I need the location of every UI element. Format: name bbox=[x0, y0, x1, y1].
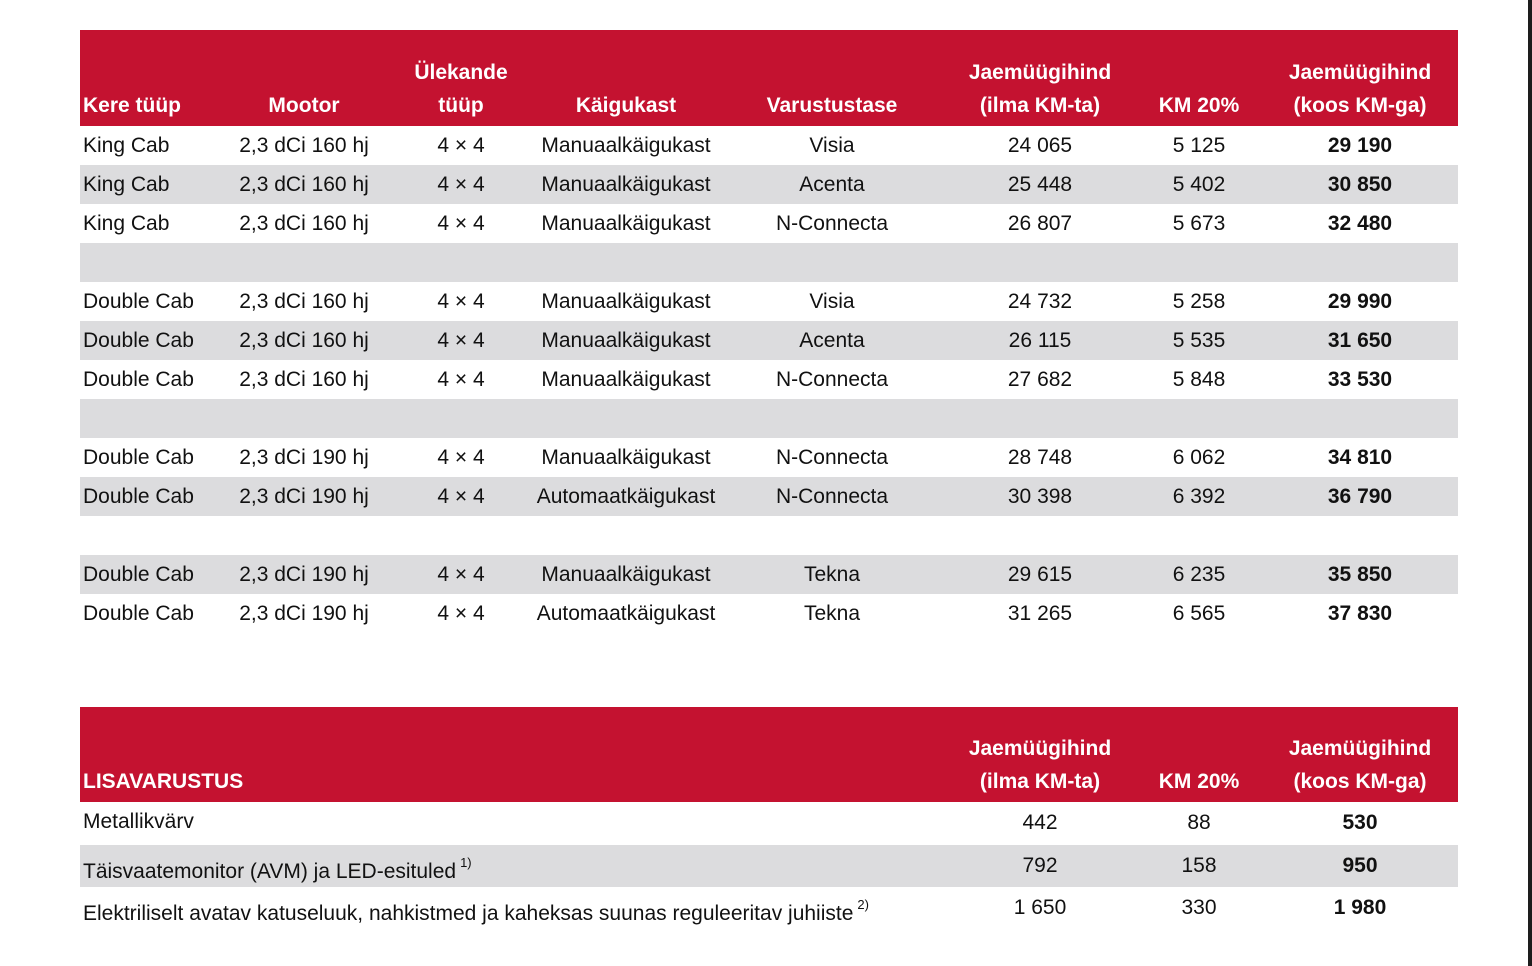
cell-price-with-vat: 36 790 bbox=[1327, 485, 1393, 508]
cell-price-without-vat: 27 682 bbox=[1007, 368, 1073, 391]
cell-ylekande: 4 × 4 bbox=[437, 563, 485, 586]
cell-ylekande: 4 × 4 bbox=[437, 173, 485, 196]
cell-price-with-vat: 33 530 bbox=[1327, 368, 1393, 391]
extras-table bbox=[80, 707, 1458, 929]
cell-varustustase: Acenta bbox=[799, 173, 865, 196]
price-table-header bbox=[80, 30, 1458, 126]
cell-price-with-vat: 30 850 bbox=[1327, 173, 1393, 196]
cell-price-without-vat: 1 650 bbox=[1013, 896, 1067, 919]
header-vat: KM 20% bbox=[1158, 770, 1240, 793]
extras-table-header bbox=[80, 707, 1458, 802]
extras-label-text: Elektriliselt avatav katuseluuk, nahkistmed ja kaheksas suunas reguleeritav juhiiste bbox=[83, 902, 854, 925]
extras-label-text: Täisvaatemonitor (AVM) ja LED-esituled bbox=[83, 860, 457, 883]
extras-row bbox=[80, 845, 1458, 887]
cell-ylekande: 4 × 4 bbox=[437, 446, 485, 469]
separator-row bbox=[80, 243, 1458, 282]
cell-varustustase: N-Connecta bbox=[775, 485, 889, 508]
cell-vat: 5 848 bbox=[1172, 368, 1226, 391]
cell-kere: King Cab bbox=[83, 134, 170, 157]
cell-varustustase: N-Connecta bbox=[775, 446, 889, 469]
table-row bbox=[80, 282, 1458, 321]
cell-kaigukast: Manuaalkäigukast bbox=[541, 173, 711, 196]
cell-varustustase: N-Connecta bbox=[775, 368, 889, 391]
cell-vat: 6 062 bbox=[1172, 446, 1226, 469]
cell-price-without-vat: 24 732 bbox=[1007, 290, 1073, 313]
cell-kaigukast: Manuaalkäigukast bbox=[541, 290, 711, 313]
header-kere: Kere tüüp bbox=[83, 94, 182, 117]
header-price-without-vat bbox=[969, 732, 1111, 798]
cell-price-with-vat: 530 bbox=[1342, 811, 1378, 834]
table-row bbox=[80, 555, 1458, 594]
header-ylekande bbox=[414, 56, 507, 122]
cell-kere: Double Cab bbox=[83, 485, 194, 508]
extras-label bbox=[83, 802, 194, 842]
cell-mootor: 2,3 dCi 190 hj bbox=[239, 563, 369, 586]
cell-price-with-vat: 29 190 bbox=[1327, 134, 1393, 157]
cell-price-with-vat: 1 980 bbox=[1333, 896, 1387, 919]
footnote-marker: 1) bbox=[460, 855, 472, 870]
cell-kere: Double Cab bbox=[83, 290, 194, 313]
footnote-marker: 2) bbox=[857, 897, 869, 912]
cell-ylekande: 4 × 4 bbox=[437, 602, 485, 625]
cell-ylekande: 4 × 4 bbox=[437, 212, 485, 235]
cell-ylekande: 4 × 4 bbox=[437, 368, 485, 391]
cell-kere: Double Cab bbox=[83, 329, 194, 352]
cell-price-with-vat: 31 650 bbox=[1327, 329, 1393, 352]
header-ilma-line1: Jaemüügihind bbox=[968, 737, 1112, 760]
cell-mootor: 2,3 dCi 160 hj bbox=[239, 329, 369, 352]
separator-row bbox=[80, 516, 1458, 555]
cell-kaigukast: Manuaalkäigukast bbox=[541, 329, 711, 352]
cell-price-without-vat: 26 115 bbox=[1008, 329, 1072, 352]
cell-price-without-vat: 28 748 bbox=[1007, 446, 1073, 469]
cell-price-with-vat: 950 bbox=[1342, 854, 1378, 877]
cell-price-with-vat: 37 830 bbox=[1327, 602, 1393, 625]
extras-label bbox=[83, 887, 869, 935]
price-table bbox=[80, 30, 1458, 633]
cell-varustustase: N-Connecta bbox=[775, 212, 889, 235]
header-ilma-line2: (ilma KM-ta) bbox=[979, 94, 1101, 117]
cell-kaigukast: Automaatkäigukast bbox=[536, 602, 716, 625]
cell-mootor: 2,3 dCi 190 hj bbox=[239, 485, 369, 508]
header-mootor: Mootor bbox=[268, 94, 340, 117]
cell-kaigukast: Manuaalkäigukast bbox=[541, 563, 711, 586]
table-row bbox=[80, 126, 1458, 165]
header-price-with-vat bbox=[1289, 732, 1431, 798]
cell-mootor: 2,3 dCi 190 hj bbox=[239, 446, 369, 469]
cell-vat: 88 bbox=[1187, 811, 1211, 834]
extras-row bbox=[80, 887, 1458, 929]
cell-price-without-vat: 442 bbox=[1022, 811, 1058, 834]
extras-label-text: Metallikvärv bbox=[83, 810, 194, 833]
cell-ylekande: 4 × 4 bbox=[437, 134, 485, 157]
cell-mootor: 2,3 dCi 160 hj bbox=[239, 290, 369, 313]
header-kaigukast: Käigukast bbox=[575, 94, 677, 117]
table-row bbox=[80, 360, 1458, 399]
cell-varustustase: Tekna bbox=[803, 563, 861, 586]
cell-kere: King Cab bbox=[83, 212, 170, 235]
cell-kaigukast: Automaatkäigukast bbox=[536, 485, 716, 508]
table-row bbox=[80, 594, 1458, 633]
cell-kere: Double Cab bbox=[83, 602, 194, 625]
table-row bbox=[80, 438, 1458, 477]
header-price-without-vat bbox=[969, 56, 1111, 122]
header-ylekande-line2: tüüp bbox=[438, 94, 484, 117]
cell-mootor: 2,3 dCi 160 hj bbox=[239, 368, 369, 391]
cell-varustustase: Visia bbox=[809, 290, 855, 313]
cell-ylekande: 4 × 4 bbox=[437, 329, 485, 352]
cell-mootor: 2,3 dCi 160 hj bbox=[239, 173, 369, 196]
cell-vat: 5 125 bbox=[1172, 134, 1226, 157]
cell-varustustase: Visia bbox=[809, 134, 855, 157]
table-row bbox=[80, 165, 1458, 204]
cell-price-without-vat: 30 398 bbox=[1007, 485, 1073, 508]
cell-kere: King Cab bbox=[83, 173, 170, 196]
cell-kaigukast: Manuaalkäigukast bbox=[541, 368, 711, 391]
cell-price-without-vat: 26 807 bbox=[1007, 212, 1073, 235]
cell-vat: 158 bbox=[1181, 854, 1217, 877]
extras-label bbox=[83, 845, 472, 893]
cell-vat: 6 235 bbox=[1172, 563, 1226, 586]
cell-vat: 5 535 bbox=[1172, 329, 1226, 352]
cell-mootor: 2,3 dCi 190 hj bbox=[239, 602, 369, 625]
header-ilma-line2: (ilma KM-ta) bbox=[979, 770, 1101, 793]
cell-price-without-vat: 24 065 bbox=[1007, 134, 1073, 157]
cell-varustustase: Tekna bbox=[803, 602, 861, 625]
cell-price-with-vat: 32 480 bbox=[1327, 212, 1393, 235]
cell-price-with-vat: 29 990 bbox=[1327, 290, 1393, 313]
cell-kaigukast: Manuaalkäigukast bbox=[541, 446, 711, 469]
cell-vat: 5 402 bbox=[1172, 173, 1226, 196]
separator-row bbox=[80, 399, 1458, 438]
header-vat: KM 20% bbox=[1158, 94, 1240, 117]
cell-vat: 6 392 bbox=[1172, 485, 1226, 508]
cell-varustustase: Acenta bbox=[799, 329, 865, 352]
header-varustustase: Varustustase bbox=[766, 94, 898, 117]
cell-ylekande: 4 × 4 bbox=[437, 485, 485, 508]
cell-vat: 6 565 bbox=[1172, 602, 1226, 625]
cell-vat: 330 bbox=[1181, 896, 1217, 919]
cell-price-without-vat: 25 448 bbox=[1007, 173, 1073, 196]
cell-kaigukast: Manuaalkäigukast bbox=[541, 212, 711, 235]
cell-kere: Double Cab bbox=[83, 563, 194, 586]
header-price-with-vat bbox=[1289, 56, 1431, 122]
cell-kere: Double Cab bbox=[83, 446, 194, 469]
header-ylekande-line1: Ülekande bbox=[414, 61, 508, 84]
cell-vat: 5 258 bbox=[1172, 290, 1226, 313]
cell-mootor: 2,3 dCi 160 hj bbox=[239, 134, 369, 157]
cell-price-with-vat: 35 850 bbox=[1327, 563, 1393, 586]
cell-vat: 5 673 bbox=[1172, 212, 1226, 235]
table-row bbox=[80, 477, 1458, 516]
cell-mootor: 2,3 dCi 160 hj bbox=[239, 212, 369, 235]
cell-price-without-vat: 31 265 bbox=[1007, 602, 1073, 625]
cell-price-without-vat: 29 615 bbox=[1007, 563, 1073, 586]
cell-price-without-vat: 792 bbox=[1022, 854, 1058, 877]
page-right-border bbox=[1528, 0, 1532, 966]
header-koos-line1: Jaemüügihind bbox=[1288, 61, 1432, 84]
header-koos-line2: (koos KM-ga) bbox=[1293, 94, 1427, 117]
extras-title: LISAVARUSTUS bbox=[83, 770, 244, 793]
table-row bbox=[80, 321, 1458, 360]
header-koos-line2: (koos KM-ga) bbox=[1293, 770, 1427, 793]
cell-kere: Double Cab bbox=[83, 368, 194, 391]
cell-ylekande: 4 × 4 bbox=[437, 290, 485, 313]
table-row bbox=[80, 204, 1458, 243]
cell-price-with-vat: 34 810 bbox=[1327, 446, 1393, 469]
header-koos-line1: Jaemüügihind bbox=[1288, 737, 1432, 760]
header-ilma-line1: Jaemüügihind bbox=[968, 61, 1112, 84]
cell-kaigukast: Manuaalkäigukast bbox=[541, 134, 711, 157]
extras-row bbox=[80, 802, 1458, 845]
